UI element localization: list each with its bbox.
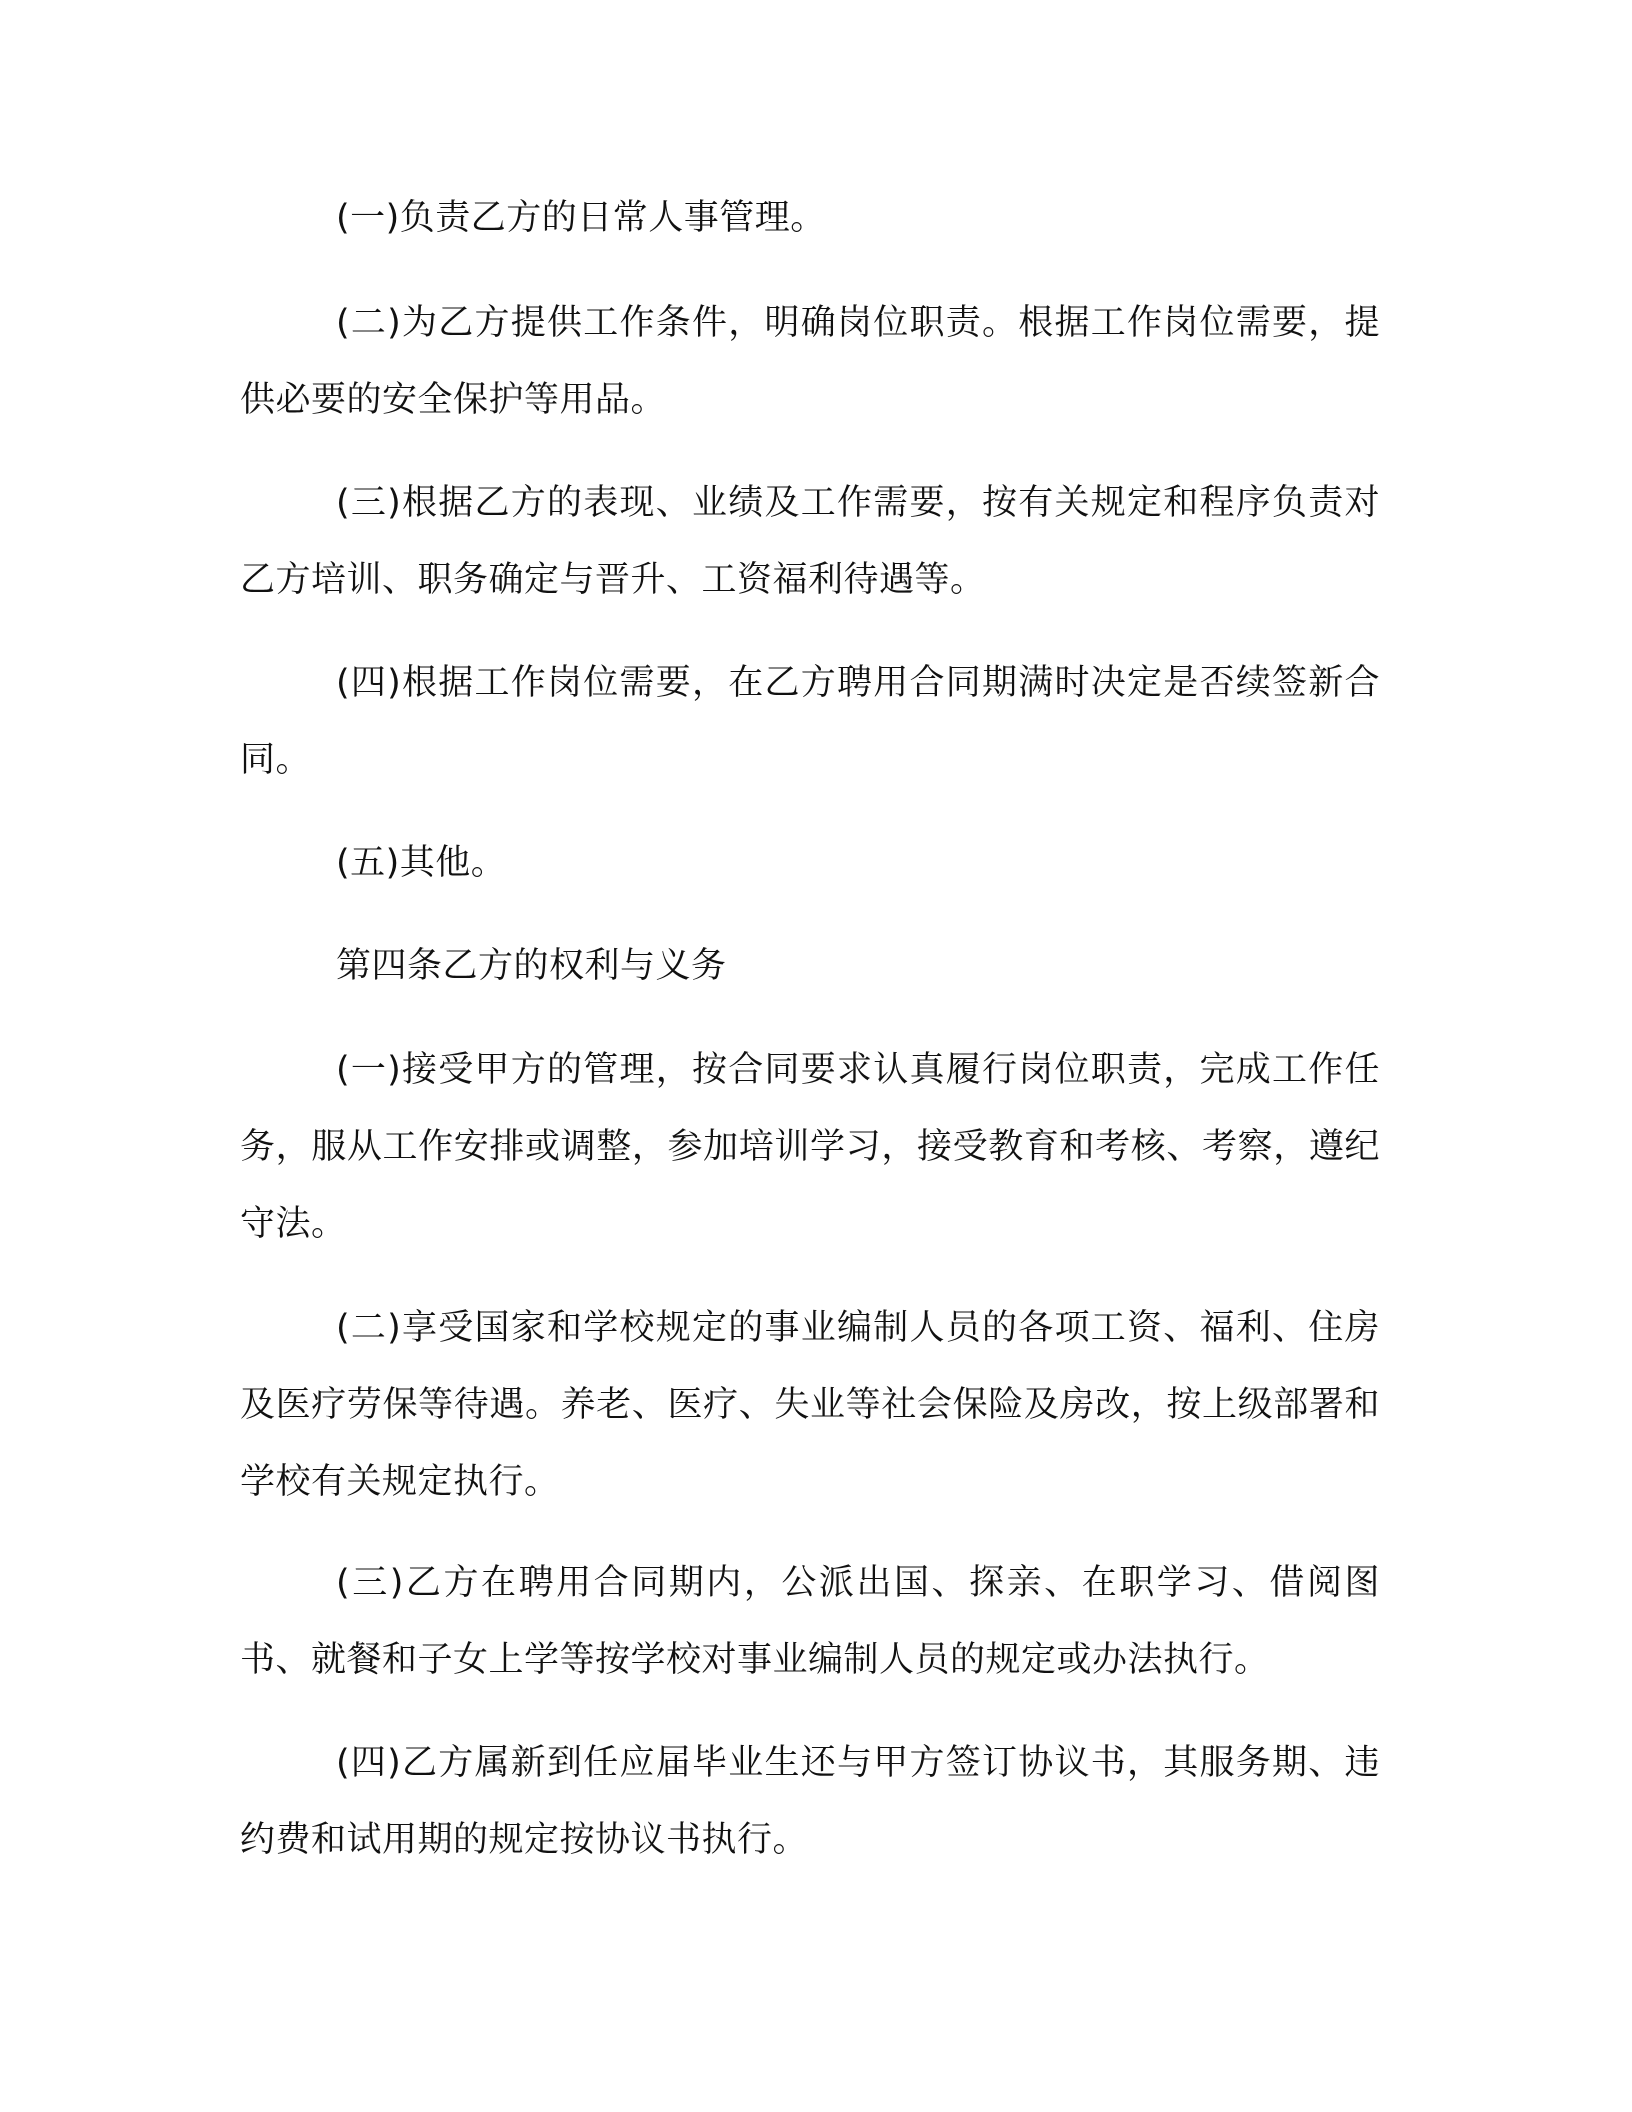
paragraph-duty-2: (二)为乙方提供工作条件，明确岗位职责。根据工作岗位需要，提供必要的安全保护等用品。 [240, 303, 1380, 420]
paragraph-right-3: (三)乙方在聘用合同期内，公派出国、探亲、在职学习、借阅图书、就餐和子女上学等按学校对事业编制人员的规定或办法执行。 [240, 1563, 1380, 1680]
section-heading-article-4: 第四条乙方的权利与义务 [336, 946, 727, 986]
paragraph-duty-5: (五)其他。 [336, 843, 507, 883]
paragraph-duty-1: (一)负责乙方的日常人事管理。 [336, 198, 826, 238]
paragraph-right-4: (四)乙方属新到任应届毕业生还与甲方签订协议书，其服务期、违约费和试用期的规定按协议书执行。 [240, 1743, 1380, 1860]
paragraph-duty-4: (四)根据工作岗位需要，在乙方聘用合同期满时决定是否续签新合同。 [240, 663, 1380, 780]
paragraph-duty-3: (三)根据乙方的表现、业绩及工作需要，按有关规定和程序负责对乙方培训、职务确定与晋升、工资福利待遇等。 [240, 483, 1380, 600]
paragraph-right-1: (一)接受甲方的管理，按合同要求认真履行岗位职责，完成工作任务，服从工作安排或调整，参加培训学习，接受教育和考核、考察，遵纪守法。 [240, 1050, 1380, 1244]
paragraph-right-2: (二)享受国家和学校规定的事业编制人员的各项工资、福利、住房及医疗劳保等待遇。养老、医疗、失业等社会保险及房改，按上级部署和学校有关规定执行。 [240, 1308, 1380, 1502]
